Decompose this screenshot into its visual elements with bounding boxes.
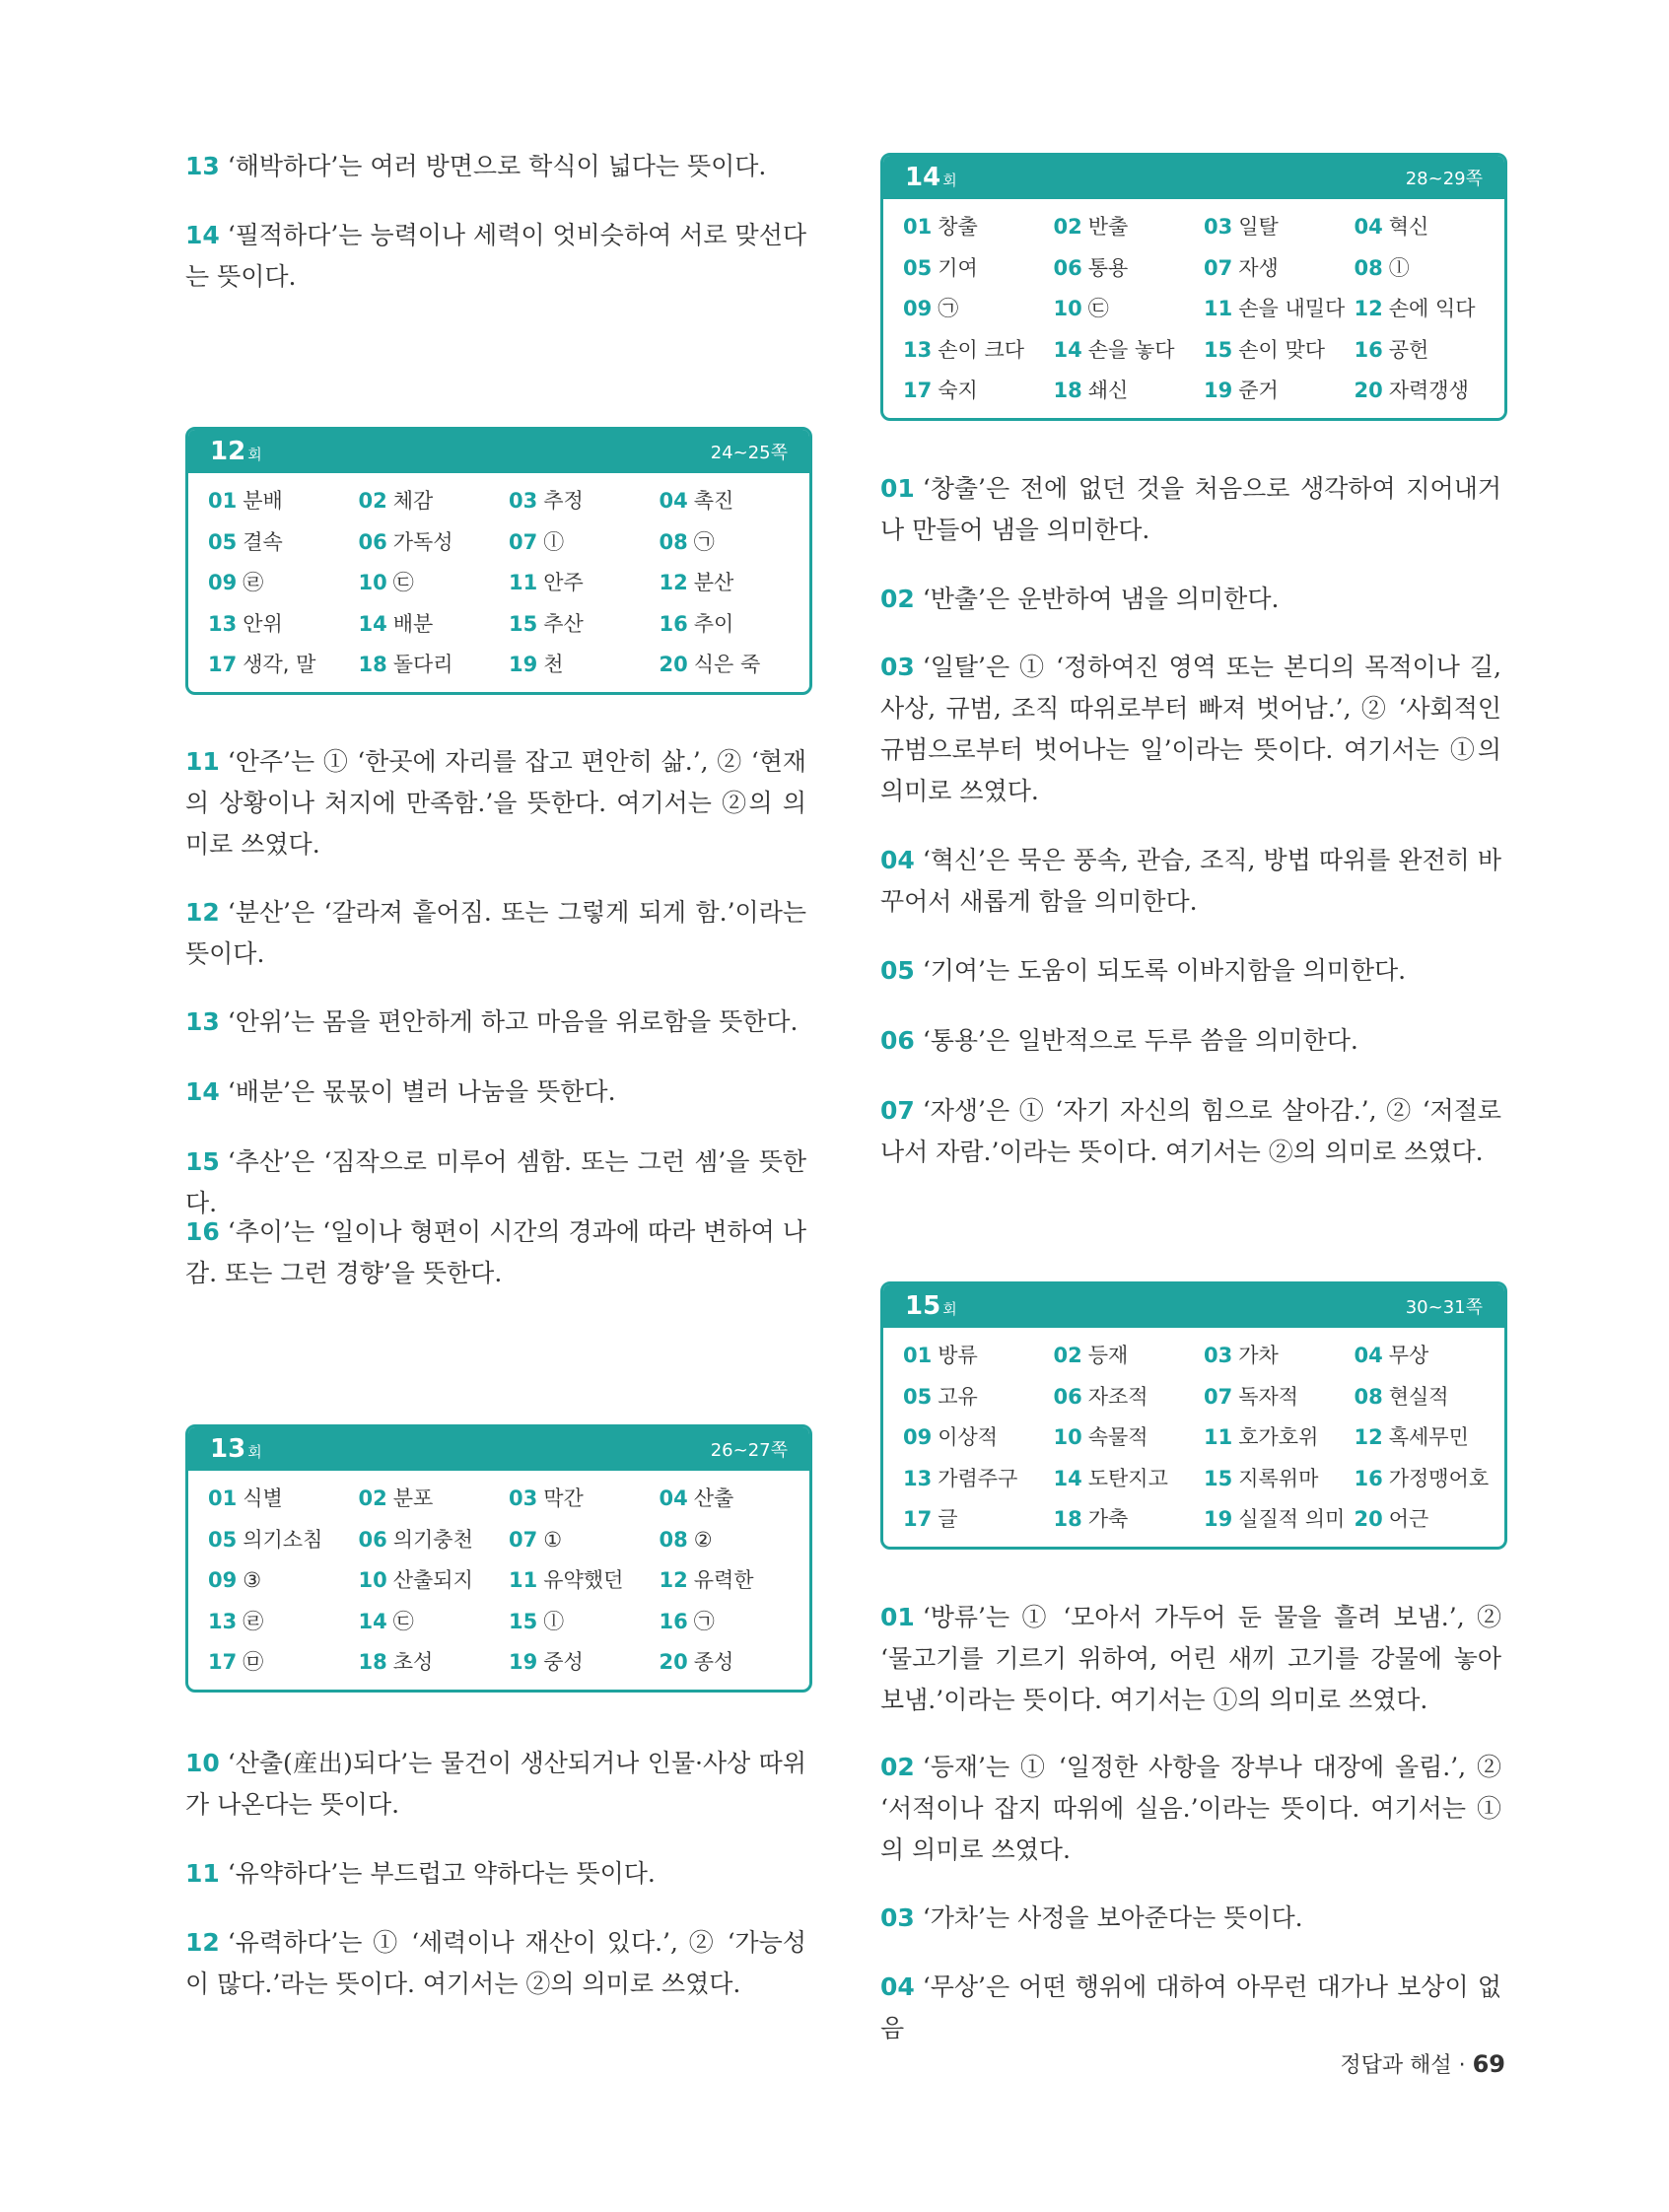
answer-number: 07 — [1204, 1384, 1233, 1409]
explanation-paragraph: 12 ‘분산’은 ‘갈라져 흩어짐. 또는 그렇게 되게 함.’이라는 뜻이다. — [185, 898, 806, 968]
answer-text: 분산 — [693, 571, 734, 594]
answer-number: 08 — [659, 1527, 688, 1552]
answer-number: 19 — [1204, 1507, 1233, 1531]
answer-text: 결속 — [243, 529, 283, 554]
answer-number: 13 — [208, 1609, 238, 1633]
explanation-paragraph: 07 ‘자생’은 ① ‘자기 자신의 힘으로 살아감.’, ② ‘저절로 나서 자람.’이라는 뜻이다. 여기서는 ②의 의미로 쓰였다. — [880, 1096, 1501, 1166]
answer-text: 의기충천 — [392, 1527, 473, 1552]
answer-number: 20 — [659, 1650, 688, 1674]
answer-text: 안위 — [243, 611, 283, 636]
answer-text: 분배 — [243, 489, 283, 513]
answer-text: ㉢ — [392, 571, 414, 594]
answer-item — [1355, 1499, 1505, 1541]
answer-item — [903, 371, 1054, 412]
answer-text: 유력한 — [693, 1568, 754, 1592]
answer-number: 10 — [358, 571, 387, 594]
answer-number: 15 — [509, 611, 538, 636]
answer-text: 반출 — [1087, 215, 1129, 239]
answer-item — [1355, 1459, 1505, 1500]
answer-text: ⓛ — [1388, 255, 1410, 280]
answer-item — [1355, 1377, 1505, 1418]
answer-text: 식은 죽 — [693, 653, 761, 676]
answer-text: 무상 — [1388, 1344, 1429, 1367]
answer-item — [509, 1479, 660, 1520]
answer-text: 손을 놓다 — [1087, 337, 1175, 362]
answer-text: ㉣ — [243, 571, 264, 594]
answer-item — [509, 563, 660, 604]
answer-number: 16 — [1354, 337, 1383, 362]
answer-text: 산출되지 — [392, 1568, 473, 1592]
answer-item — [509, 522, 660, 564]
answer-text: 종성 — [693, 1650, 734, 1674]
answer-text: 추정 — [543, 489, 584, 513]
answer-item — [1054, 248, 1205, 290]
answer-number: 13 — [903, 337, 933, 362]
answer-item — [1204, 1459, 1355, 1500]
answer-text: 혹세무민 — [1388, 1425, 1469, 1449]
answer-number: 09 — [208, 1568, 238, 1592]
answer-text: 초성 — [392, 1650, 434, 1674]
answer-text: 창출 — [938, 215, 978, 239]
answer-text: 가독성 — [392, 529, 453, 554]
answer-item — [660, 1560, 810, 1602]
answer-number: 06 — [1053, 1384, 1082, 1409]
page-range: 30~31쪽 — [1405, 1297, 1483, 1318]
session-title — [210, 1434, 262, 1464]
answer-item — [1204, 248, 1355, 290]
explanation-paragraph: 06 ‘통용’은 일반적으로 두루 씀을 의미한다. — [880, 1026, 1358, 1055]
answer-number: 18 — [1053, 379, 1082, 402]
answer-number: 12 — [659, 1568, 688, 1592]
explanation-paragraph: 11 ‘안주’는 ① ‘한곳에 자리를 잡고 편안히 삶.’, ② ‘현재의 상황이나 처지에 만족함.’을 뜻한다. 여기서는 ②의 의미로 쓰였다. — [185, 747, 806, 859]
explanation-paragraph: 13 ‘안위’는 몸을 편안하게 하고 마음을 위로함을 뜻한다. — [185, 1007, 799, 1036]
answer-item — [1204, 1336, 1355, 1377]
answer-item — [208, 1560, 359, 1602]
answer-number: 11 — [1204, 1425, 1233, 1449]
answer-item — [509, 604, 660, 646]
answer-text: 실질적 의미 — [1238, 1507, 1346, 1531]
answer-text: 추이 — [693, 611, 734, 636]
answer-item — [903, 330, 1054, 372]
answer-item — [1054, 330, 1205, 372]
answer-item — [660, 645, 810, 686]
answer-number: 14 — [358, 611, 387, 636]
answer-box-12 — [185, 427, 812, 695]
answer-number: 13 — [903, 1466, 933, 1490]
answer-item — [1054, 289, 1205, 330]
answer-number: 12 — [659, 571, 688, 594]
answer-item — [903, 289, 1054, 330]
answer-item — [1054, 207, 1205, 248]
answer-number: 11 — [509, 1568, 538, 1592]
answer-text: 어근 — [1388, 1507, 1429, 1531]
answer-text: 분포 — [392, 1486, 434, 1510]
answer-number: 01 — [208, 489, 238, 513]
answer-number: 02 — [358, 489, 387, 513]
answer-number: 19 — [509, 653, 538, 676]
answer-number: 17 — [903, 379, 933, 402]
answer-item — [660, 1520, 810, 1561]
answer-number: 12 — [1354, 297, 1383, 320]
answer-number: 03 — [509, 489, 538, 513]
answer-grid — [188, 1471, 809, 1690]
answer-item — [509, 1642, 660, 1684]
answer-number: 01 — [903, 215, 933, 239]
answer-item — [1355, 248, 1505, 290]
answer-text: 공헌 — [1388, 337, 1429, 362]
answer-text: 도탄지고 — [1087, 1466, 1168, 1490]
answer-item — [509, 1560, 660, 1602]
answer-item — [208, 1642, 359, 1684]
answer-text: 식별 — [243, 1486, 283, 1510]
answer-text: 배분 — [392, 611, 434, 636]
answer-text: 숙지 — [938, 379, 978, 402]
answer-number: 05 — [208, 529, 238, 554]
answer-text: 가렴주구 — [938, 1466, 1018, 1490]
answer-text: ③ — [243, 1568, 262, 1592]
answer-item — [1054, 1499, 1205, 1541]
answer-item — [509, 645, 660, 686]
answer-text: ㉢ — [1087, 297, 1109, 320]
answer-number: 08 — [1354, 1384, 1383, 1409]
answer-text: 독자적 — [1238, 1384, 1299, 1409]
answer-text: 가차 — [1238, 1344, 1279, 1367]
answer-item — [208, 1602, 359, 1643]
answer-grid — [883, 199, 1504, 418]
answer-text: 의기소침 — [243, 1527, 323, 1552]
answer-text: ㉠ — [693, 1609, 715, 1633]
answer-item — [208, 522, 359, 564]
answer-text: 중성 — [543, 1650, 584, 1674]
answer-text: 속물적 — [1087, 1425, 1148, 1449]
answer-text: 촉진 — [693, 489, 734, 513]
answer-text: 지록위마 — [1238, 1466, 1319, 1490]
answer-number: 04 — [1354, 1344, 1383, 1367]
answer-text: 준거 — [1238, 379, 1279, 402]
answer-number: 08 — [1354, 255, 1383, 280]
answer-number: 07 — [509, 529, 538, 554]
answer-text: ⓛ — [543, 1609, 565, 1633]
answer-item — [1355, 371, 1505, 412]
answer-box-header — [883, 156, 1504, 199]
answer-number: 09 — [903, 1425, 933, 1449]
explanation-paragraph: 04 ‘혁신’은 묵은 풍속, 관습, 조직, 방법 따위를 완전히 바꾸어서 새롭게 함을 의미한다. — [880, 846, 1501, 916]
answer-text: 자생 — [1238, 255, 1279, 280]
answer-number: 18 — [358, 1650, 387, 1674]
answer-number: 16 — [1354, 1466, 1383, 1490]
answer-item — [1054, 1336, 1205, 1377]
answer-text: 가축 — [1087, 1507, 1129, 1531]
session-suffix: 회 — [247, 446, 262, 463]
answer-number: 03 — [1204, 1344, 1233, 1367]
answer-box-header — [188, 1427, 809, 1471]
answer-item — [660, 481, 810, 522]
explanation-paragraph: 15 ‘추산’은 ‘짐작으로 미루어 셈함. 또는 그런 셈’을 뜻한다. — [185, 1147, 806, 1217]
explanation-paragraph: 01 ‘방류’는 ① ‘모아서 가두어 둔 물을 흘려 보냄.’, ② ‘물고기를 기르기 위하여, 어린 새끼 고기를 강물에 놓아 보냄.’이라는 뜻이다. 여기서는 ①의 의미로 쓰였다. — [880, 1603, 1501, 1714]
answer-item — [660, 563, 810, 604]
answer-item — [1054, 1377, 1205, 1418]
answer-number: 20 — [1354, 1507, 1383, 1531]
answer-item — [509, 1602, 660, 1643]
answer-number: 14 — [1053, 337, 1082, 362]
session-suffix: 회 — [942, 1300, 957, 1318]
answer-item — [660, 522, 810, 564]
answer-text: ⓛ — [543, 529, 565, 554]
footer-label: 정답과 해설 · — [1340, 2053, 1473, 2078]
answer-item — [1054, 371, 1205, 412]
answer-text: 추산 — [543, 611, 584, 636]
answer-number: 09 — [208, 571, 238, 594]
answer-number: 05 — [903, 255, 933, 280]
answer-item — [509, 481, 660, 522]
answer-number: 18 — [358, 653, 387, 676]
answer-number: 14 — [358, 1609, 387, 1633]
explanation-paragraph: 14 ‘필적하다’는 능력이나 세력이 엇비슷하여 서로 맞선다는 뜻이다. — [185, 221, 806, 291]
answer-item — [903, 1417, 1054, 1459]
answer-number: 06 — [358, 529, 387, 554]
answer-text: ㉠ — [693, 529, 715, 554]
answer-number: 08 — [659, 529, 688, 554]
page-footer — [1340, 2048, 1505, 2079]
answer-text: 손을 내밀다 — [1238, 297, 1346, 320]
answer-number: 19 — [1204, 379, 1233, 402]
answer-text: 일탈 — [1238, 215, 1279, 239]
answer-item — [1355, 289, 1505, 330]
answer-number: 04 — [1354, 215, 1383, 239]
answer-item — [1054, 1459, 1205, 1500]
answer-text: ㉣ — [243, 1609, 264, 1633]
answer-number: 20 — [659, 653, 688, 676]
answer-number: 11 — [1204, 297, 1233, 320]
answer-text: 손이 맞다 — [1238, 337, 1326, 362]
page-number: 69 — [1472, 2050, 1505, 2078]
answer-number: 02 — [1053, 215, 1082, 239]
answer-item — [660, 1602, 810, 1643]
answer-text: ㉢ — [392, 1609, 414, 1633]
answer-text: 글 — [938, 1507, 958, 1531]
answer-number: 06 — [1053, 255, 1082, 280]
answer-number: 17 — [208, 653, 238, 676]
answer-number: 01 — [903, 1344, 933, 1367]
answer-text: 안주 — [543, 571, 584, 594]
answer-text: 자력갱생 — [1388, 379, 1469, 402]
answer-text: 이상적 — [938, 1425, 999, 1449]
answer-item — [1054, 1417, 1205, 1459]
answer-text: 고유 — [938, 1384, 978, 1409]
answer-number: 07 — [1204, 255, 1233, 280]
answer-number: 06 — [358, 1527, 387, 1552]
answer-item — [660, 1642, 810, 1684]
answer-text: 호가호위 — [1238, 1425, 1319, 1449]
session-number: 14 — [905, 163, 941, 192]
answer-item — [903, 248, 1054, 290]
answer-item — [903, 1459, 1054, 1500]
answer-number: 05 — [208, 1527, 238, 1552]
session-title — [905, 163, 957, 192]
answer-item — [1355, 1417, 1505, 1459]
answer-number: 15 — [1204, 1466, 1233, 1490]
answer-box-header — [883, 1284, 1504, 1328]
answer-item — [359, 1560, 510, 1602]
answer-item — [660, 1479, 810, 1520]
answer-number: 14 — [1053, 1466, 1082, 1490]
session-title — [905, 1291, 957, 1321]
answer-number: 10 — [358, 1568, 387, 1592]
explanation-paragraph: 12 ‘유력하다’는 ① ‘세력이나 재산이 있다.’, ② ‘가능성이 많다.’라는 뜻이다. 여기서는 ②의 의미로 쓰였다. — [185, 1928, 806, 1998]
answer-number: 13 — [208, 611, 238, 636]
answer-text: 손에 익다 — [1388, 297, 1476, 320]
answer-text: 등재 — [1087, 1344, 1129, 1367]
answer-text: ㉠ — [938, 297, 959, 320]
answer-grid — [188, 473, 809, 692]
answer-text: 산출 — [693, 1486, 734, 1510]
answer-item — [1355, 330, 1505, 372]
answer-item — [208, 604, 359, 646]
answer-number: 16 — [659, 1609, 688, 1633]
answer-number: 11 — [509, 571, 538, 594]
answer-text: 생각, 말 — [243, 653, 316, 676]
explanation-paragraph: 02 ‘반출’은 운반하여 냄을 의미한다. — [880, 585, 1280, 613]
page-range: 28~29쪽 — [1405, 169, 1483, 189]
answer-text: ① — [543, 1527, 563, 1552]
answer-number: 03 — [1204, 215, 1233, 239]
answer-item — [359, 1520, 510, 1561]
answer-number: 01 — [208, 1486, 238, 1510]
answer-item — [208, 481, 359, 522]
answer-item — [1204, 289, 1355, 330]
answer-box-15 — [880, 1281, 1507, 1550]
answer-number: 02 — [358, 1486, 387, 1510]
answer-item — [903, 1377, 1054, 1418]
answer-item — [359, 645, 510, 686]
answer-number: 17 — [903, 1507, 933, 1531]
answer-box-header — [188, 430, 809, 473]
answer-item — [359, 563, 510, 604]
answer-number: 03 — [509, 1486, 538, 1510]
answer-text: 방류 — [938, 1344, 978, 1367]
answer-number: 16 — [659, 611, 688, 636]
answer-text: 손이 크다 — [938, 337, 1025, 362]
answer-number: 04 — [659, 489, 688, 513]
answer-item — [359, 1479, 510, 1520]
explanation-paragraph: 02 ‘등재’는 ① ‘일정한 사항을 장부나 대장에 올림.’, ② ‘서적이나 잡지 따위에 실음.’이라는 뜻이다. 여기서는 ①의 의미로 쓰였다. — [880, 1753, 1501, 1864]
session-title — [210, 437, 262, 466]
answer-item — [1204, 1417, 1355, 1459]
page-range: 24~25쪽 — [710, 443, 788, 463]
answer-item — [903, 1336, 1054, 1377]
answer-text: 통용 — [1087, 255, 1129, 280]
answer-number: 15 — [1204, 337, 1233, 362]
answer-number: 09 — [903, 297, 933, 320]
answer-item — [359, 481, 510, 522]
answer-number: 05 — [903, 1384, 933, 1409]
answer-item — [509, 1520, 660, 1561]
answer-number: 02 — [1053, 1344, 1082, 1367]
explanation-paragraph: 11 ‘유약하다’는 부드럽고 약하다는 뜻이다. — [185, 1859, 656, 1888]
answer-box-13 — [185, 1424, 812, 1693]
answer-number: 19 — [509, 1650, 538, 1674]
answer-item — [1355, 207, 1505, 248]
answer-item — [359, 1642, 510, 1684]
answer-number: 20 — [1354, 379, 1383, 402]
session-number: 13 — [210, 1434, 246, 1464]
answer-text: 막간 — [543, 1486, 584, 1510]
answer-text: 돌다리 — [392, 653, 453, 676]
answer-text: 자조적 — [1087, 1384, 1148, 1409]
explanation-paragraph: 04 ‘무상’은 어떤 행위에 대하여 아무런 대가나 보상이 없음 — [880, 1972, 1501, 2042]
answer-number: 15 — [509, 1609, 538, 1633]
answer-item — [1204, 1377, 1355, 1418]
answer-number: 18 — [1053, 1507, 1082, 1531]
answer-item — [208, 1520, 359, 1561]
explanation-paragraph: 16 ‘추이’는 ‘일이나 형편이 시간의 경과에 따라 변하여 나감. 또는 그런 경향’을 뜻한다. — [185, 1217, 806, 1287]
explanation-paragraph: 05 ‘기여’는 도움이 되도록 이바지함을 의미한다. — [880, 956, 1407, 985]
answer-text: 쇄신 — [1087, 379, 1129, 402]
answer-item — [1204, 330, 1355, 372]
answer-number: 07 — [509, 1527, 538, 1552]
answer-item — [903, 207, 1054, 248]
answer-text: 유약했던 — [543, 1568, 624, 1592]
answer-number: 04 — [659, 1486, 688, 1510]
answer-text: ㉤ — [243, 1650, 264, 1674]
answer-number: 17 — [208, 1650, 238, 1674]
answer-item — [660, 604, 810, 646]
answer-grid — [883, 1328, 1504, 1547]
explanation-paragraph: 14 ‘배분’은 몫몫이 별러 나눔을 뜻한다. — [185, 1077, 616, 1106]
answer-item — [208, 1479, 359, 1520]
answer-box-14 — [880, 153, 1507, 421]
session-suffix: 회 — [247, 1443, 262, 1461]
explanation-paragraph: 10 ‘산출(産出)되다’는 물건이 생산되거나 인물·사상 따위가 나온다는 뜻이다. — [185, 1749, 806, 1819]
answer-item — [208, 563, 359, 604]
session-number: 15 — [905, 1291, 941, 1321]
answer-text: 천 — [543, 653, 564, 676]
explanation-paragraph: 01 ‘창출’은 전에 없던 것을 처음으로 생각하여 지어내거나 만들어 냄을 의미한다. — [880, 474, 1501, 544]
answer-text: 기여 — [938, 255, 978, 280]
answer-item — [359, 1602, 510, 1643]
answer-text: 혁신 — [1388, 215, 1429, 239]
answer-item — [1204, 207, 1355, 248]
answer-text: 체감 — [392, 489, 434, 513]
answer-item — [1204, 371, 1355, 412]
answer-number: 10 — [1053, 297, 1082, 320]
answer-number: 12 — [1354, 1425, 1383, 1449]
answer-item — [359, 604, 510, 646]
explanation-paragraph: 13 ‘해박하다’는 여러 방면으로 학식이 넓다는 뜻이다. — [185, 152, 767, 180]
answer-text: 현실적 — [1388, 1384, 1449, 1409]
explanation-paragraph: 03 ‘가차’는 사정을 보아준다는 뜻이다. — [880, 1903, 1303, 1932]
explanation-paragraph: 03 ‘일탈’은 ① ‘정하여진 영역 또는 본디의 목적이나 길, 사상, 규범, 조직 따위로부터 빠져 벗어남.’, ② ‘사회적인 규범으로부터 벗어나는 일’이라는 뜻이다. 여기서는 ①의 의미로 쓰였다. — [880, 653, 1501, 805]
answer-item — [903, 1499, 1054, 1541]
session-number: 12 — [210, 437, 246, 466]
answer-item — [208, 645, 359, 686]
answer-text: 가정맹어호 — [1388, 1466, 1490, 1490]
page-range: 26~27쪽 — [710, 1440, 788, 1461]
session-suffix: 회 — [942, 172, 957, 189]
answer-item — [1355, 1336, 1505, 1377]
answer-item — [1204, 1499, 1355, 1541]
answer-text: ② — [693, 1527, 713, 1552]
answer-number: 10 — [1053, 1425, 1082, 1449]
answer-item — [359, 522, 510, 564]
